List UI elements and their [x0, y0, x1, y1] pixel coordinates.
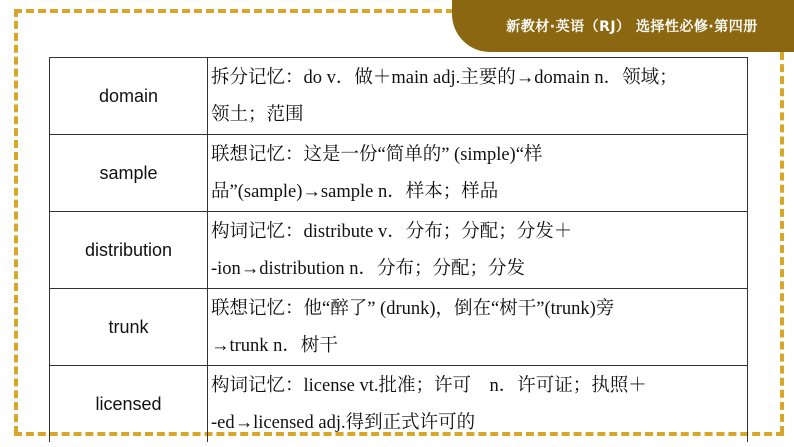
table-row	[50, 212, 748, 289]
frame-border-left	[14, 9, 18, 434]
memory-line: 构词记忆：distribute v．分布；分配；分发＋	[211, 222, 573, 242]
table-row	[50, 366, 748, 443]
frame-border-top	[14, 9, 454, 13]
memory-cell	[208, 135, 748, 212]
frame-border-right	[780, 52, 784, 434]
memory-line: 构词记忆：license vt.批准；许可 n．许可证；执照＋	[211, 376, 647, 396]
memory-line: -ion→distribution n．分布；分配；分发	[211, 259, 525, 279]
vocabulary-table	[49, 57, 748, 442]
memory-cell	[208, 289, 748, 366]
table-row	[50, 135, 748, 212]
memory-line: -ed→licensed adj.得到正式许可的	[211, 413, 476, 433]
header-title: 新教材·英语（RJ） 选择性必修·第四册	[506, 19, 758, 35]
memory-line: 联想记忆：他“醉了” (drunk)，倒在“树干”(trunk)旁	[211, 299, 615, 319]
table-row	[50, 289, 748, 366]
word-cell: trunk	[50, 289, 208, 366]
memory-cell	[208, 212, 748, 289]
header-banner	[452, 0, 794, 52]
memory-cell	[208, 58, 748, 135]
word-cell: domain	[50, 58, 208, 135]
memory-line: →trunk n．树干	[211, 336, 338, 356]
memory-line: 联想记忆：这是一份“简单的” (simple)“样	[211, 145, 543, 165]
word-cell: licensed	[50, 366, 208, 443]
memory-line: 拆分记忆：do v．做＋main adj.主要的→domain n．领域；	[211, 68, 678, 88]
word-cell: sample	[50, 135, 208, 212]
word-cell: distribution	[50, 212, 208, 289]
memory-line: 品”(sample)→sample n．样本；样品	[211, 182, 499, 202]
memory-line: 领土；范围	[211, 105, 304, 125]
table-row	[50, 58, 748, 135]
memory-cell	[208, 366, 748, 443]
